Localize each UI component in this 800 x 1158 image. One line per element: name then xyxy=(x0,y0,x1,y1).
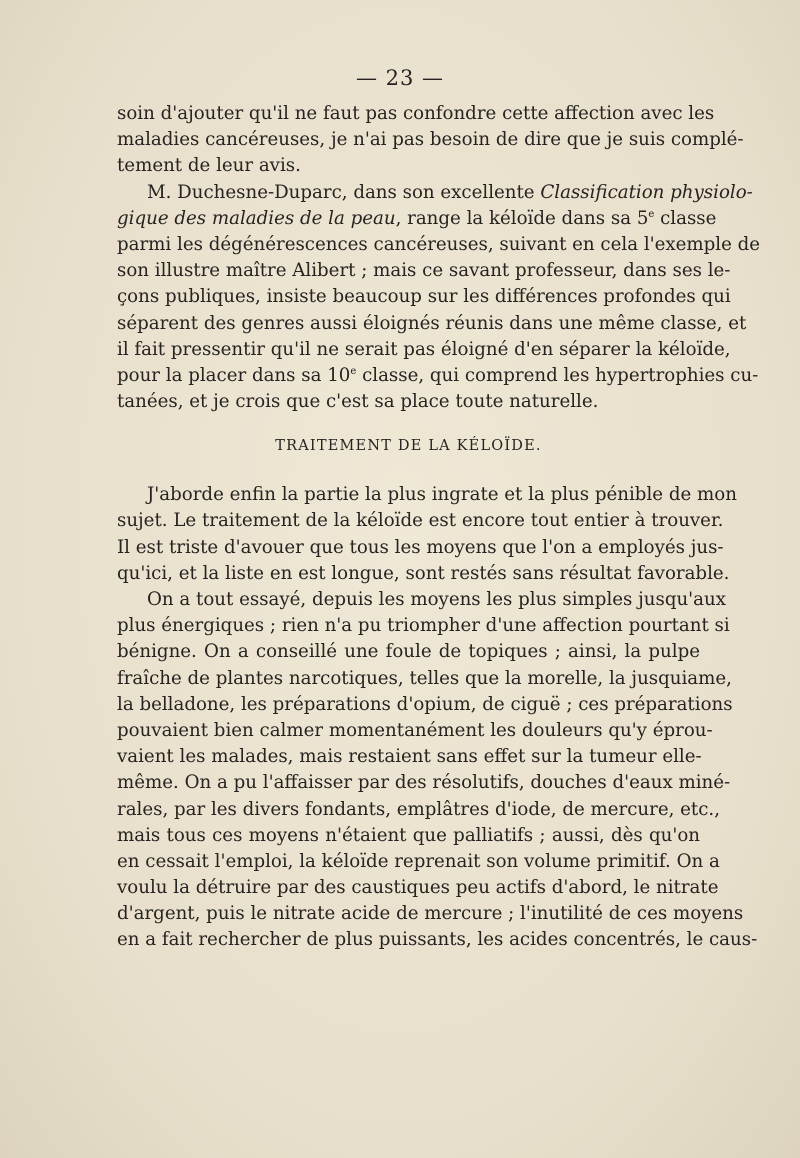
text-fragment: M. Duchesne-Duparc, dans son excellente xyxy=(147,181,535,203)
text-line: soin d'ajouter qu'il ne faut pas confondre cette affection avec les xyxy=(117,103,715,124)
italic-title: Classification physiolo- xyxy=(540,181,753,203)
superscript: e xyxy=(648,208,655,220)
text-line: même. On a pu l'affaisser par des résolutifs, douches d'eaux miné- xyxy=(117,772,731,794)
text-line: rales, par les divers fondants, emplâtres d'iode, de mercure, etc., xyxy=(117,798,720,820)
text-line xyxy=(117,363,759,389)
text-line: fraîche de plantes narcotiques, telles que la morelle, la jusquiame, xyxy=(117,667,732,689)
text-fragment: classe, qui comprend les hypertrophies cu- xyxy=(356,364,759,386)
section-heading: TRAITEMENT DE LA KÉLOÏDE. xyxy=(275,438,542,455)
text-line: mais tous ces moyens n'étaient que palliatifs ; aussi, dès qu'on xyxy=(117,824,700,846)
text-fragment: classe xyxy=(654,207,717,229)
text-line: son illustre maître Alibert ; mais ce savant professeur, dans ses le- xyxy=(117,260,731,282)
text-line: en a fait rechercher de plus puissants, les acides concentrés, le caus- xyxy=(117,929,758,951)
text-line: tanées, et je crois que c'est sa place toute naturelle. xyxy=(117,391,599,413)
text-line: On a tout essayé, depuis les moyens les plus simples jusqu'aux xyxy=(147,589,726,610)
text-line: qu'ici, et la liste en est longue, sont restés sans résultat favorable. xyxy=(117,562,730,584)
italic-title: gique des maladies de la peau xyxy=(117,207,396,229)
text-line: bénigne. On a conseillé une foule de topiques ; ainsi, la pulpe xyxy=(117,641,700,663)
text-line xyxy=(117,180,753,206)
page-number: — 23 — xyxy=(355,66,445,90)
text-line: çons publiques, insiste beaucoup sur les différences profondes qui xyxy=(117,286,731,308)
text-line: tement de leur avis. xyxy=(117,155,301,177)
text-line: vaient les malades, mais restaient sans effet sur la tumeur elle- xyxy=(117,746,702,768)
text-line: J'aborde enfin la partie la plus ingrate et la plus pénible de mon xyxy=(147,484,737,506)
text-fragment: pour la placer dans sa 10 xyxy=(117,364,351,386)
text-line: il fait pressentir qu'il ne serait pas éloigné d'en séparer la kéloïde, xyxy=(117,338,731,360)
text-line: d'argent, puis le nitrate acide de mercure ; l'inutilité de ces moyens xyxy=(117,903,744,925)
text-line: sujet. Le traitement de la kéloïde est encore tout entier à trouver. xyxy=(117,510,724,532)
superscript: e xyxy=(350,365,357,377)
text-line: séparent des genres aussi éloignés réunis dans une même classe, et xyxy=(117,312,747,334)
text-line: voulu la détruire par des caustiques peu actifs d'abord, le nitrate xyxy=(117,877,719,899)
text-line: maladies cancéreuses, je n'ai pas besoin de dire que je suis complé- xyxy=(117,129,744,151)
text-line: pouvaient bien calmer momentanément les douleurs qu'y éprou- xyxy=(117,719,713,741)
text-line: la belladone, les préparations d'opium, de ciguë ; ces préparations xyxy=(117,693,733,715)
text-fragment: , range la kéloïde dans sa 5 xyxy=(395,207,649,229)
text-line: parmi les dégénérescences cancéreuses, suivant en cela l'exemple de xyxy=(117,233,761,255)
text-line: Il est triste d'avouer que tous les moyens que l'on a employés jus- xyxy=(117,536,724,558)
text-line xyxy=(117,206,717,232)
text-line: en cessait l'emploi, la kéloïde reprenait son volume primitif. On a xyxy=(117,850,720,872)
body-text xyxy=(117,101,761,954)
text-line: plus énergiques ; rien n'a pu triompher d'une affection pourtant si xyxy=(117,615,730,637)
